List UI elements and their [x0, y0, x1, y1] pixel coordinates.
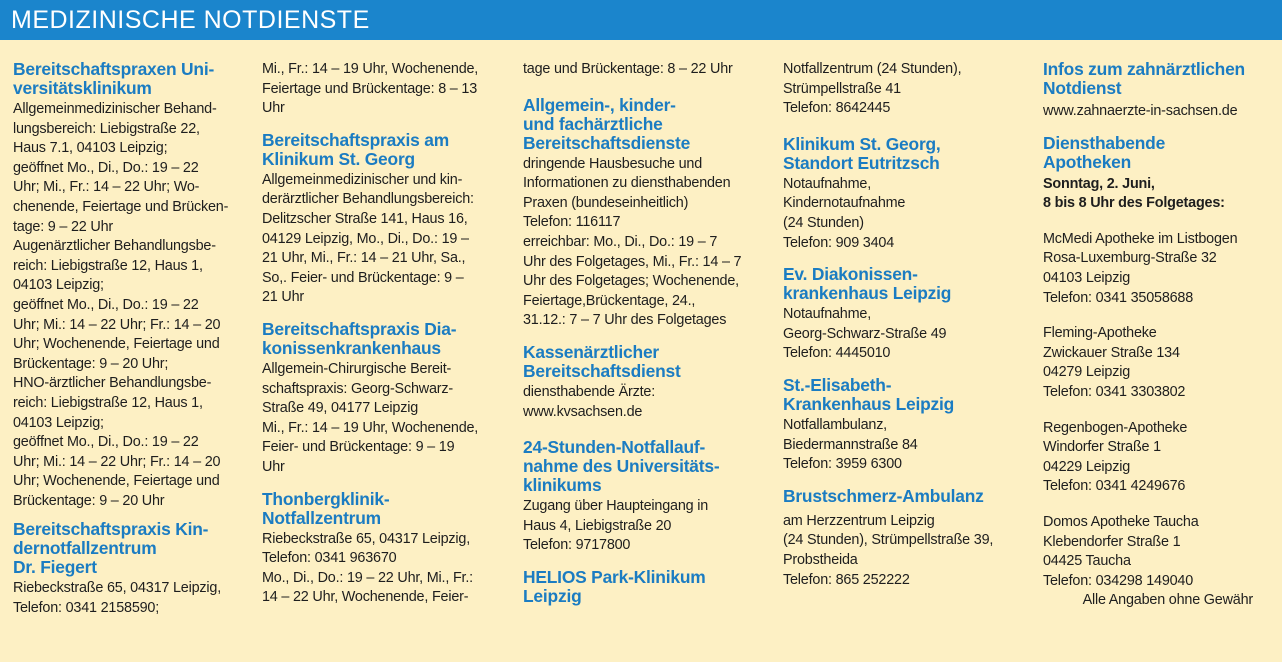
pharmacy-entry: Regenbogen-Apotheke Windorfer Straße 1 04229 Leipzig Telefon: 0341 4249676	[1043, 419, 1188, 495]
section-title-bereitschaftsdienste: Allgemein-, kinder- und fachärztliche Bereitschaftsdienste	[523, 94, 691, 153]
section-title-helios: HELIOS Park-Klinikum Leipzig	[523, 566, 706, 606]
section-title-notfallaufnahme-uni: 24-Stunden-Notfallauf- nahme des Universitäts- klinikums	[523, 437, 720, 496]
section-title-st-elisabeth: St.-Elisabeth- Krankenhaus Leipzig	[783, 374, 955, 414]
section-title-diakonissen-praxis: Bereitschaftspraxis Dia- konissenkrankenhaus	[262, 318, 457, 358]
section-title-brustschmerz: Brustschmerz-Ambulanz	[783, 485, 984, 506]
section-body-kindernotfallzentrum: Riebeckstraße 65, 04317 Leipzig, Telefon: 0341 2158590;	[13, 580, 221, 617]
section-title-zahnaerztlich: Infos zum zahnärztlichen Notdienst	[1043, 59, 1245, 98]
section-body-bereitschaftsdienste: dringende Hausbesuche und Informationen zu diensthabenden Praxen (bundeseinheitlich) Telefon: 116117 erreichbar: Mo., Di., Do.: 19 – 7 Uhr des Folgetages, Mi., Fr.: 14 – 7 Uhr des Folgetages; Wochenende, Feiertage,Brückentage, 24., 31.12.: 7 – 7 Uhr des Folgetages	[523, 155, 742, 329]
section-title-apotheken: Diensthabende Apotheken	[1043, 132, 1166, 172]
section-title-thonbergklinik: Thonbergklinik- Notfallzentrum	[262, 488, 390, 528]
section-body-diakonissenkrankenhaus: Notaufnahme, Georg-Schwarz-Straße 49 Telefon: 4445010	[783, 306, 947, 362]
column-1	[13, 60, 257, 619]
section-title-st-georg-praxis: Bereitschaftspraxis am Klinikum St. Georg	[262, 129, 449, 169]
column-3	[523, 60, 767, 606]
section-body-diakonissen-praxis: Allgemein-Chirurgische Bereit- schaftspraxis: Georg-Schwarz- Straße 49, 04177 Leipzig Mi., Fr.: 14 – 19 Uhr, Wochenende, Feier- und Brückentage: 9 – 19 Uhr	[262, 360, 479, 475]
column-2	[262, 60, 506, 608]
section-body-continued: tage und Brückentage: 8 – 22 Uhr	[523, 61, 733, 77]
column-4	[783, 60, 1027, 590]
section-body-continued: Notfallzentrum (24 Stunden), Strümpellstraße 41 Telefon: 8642445	[783, 61, 962, 117]
section-title-kindernotfallzentrum: Bereitschaftspraxis Kin- dernotfallzentrum Dr. Fiegert	[13, 519, 209, 578]
section-body-zahnaerztlich: www.zahnaerzte-in-sachsen.de	[1043, 103, 1238, 119]
section-body-uniklinikum-praxen: Allgemeinmedizinischer Behand- lungsbereich: Liebigstraße 22, Haus 7.1, 04103 Leipzig; geöffnet Mo., Di., Do.: 19 – 22 Uhr; Mi., Fr.: 14 – 22 Uhr; Wo- chenende, Feiertage und Brücken- tage: 9 – 22 Uhr Augenärztlicher Behandlungsbe- reich: Liebigstraße 12, Haus 1, 04103 Leipzig; geöffnet Mo., Di., Do.: 19 – 22 Uhr; Mi.: 14 – 22 Uhr; Fr.: 14 – 20 Uhr; Wochenende, Feiertage und Brückentage: 9 – 20 Uhr; HNO-ärztlicher Behandlungsbe- reich: Liebigstraße 12, Haus 1, 04103 Leipzig; geöffnet Mo., Di., Do.: 19 – 22 Uhr; Mi.: 14 – 22 Uhr; Fr.: 14 – 20 Uhr; Wochenende, Feiertage und Brückentage: 9 – 20 Uhr	[13, 101, 229, 509]
section-body-brustschmerz: am Herzzentrum Leipzig (24 Stunden), Strümpellstraße 39, Probstheida Telefon: 865 252222	[783, 512, 994, 588]
section-body-continued: Mi., Fr.: 14 – 19 Uhr, Wochenende, Feiertage und Brückentage: 8 – 13 Uhr	[262, 61, 479, 117]
section-body-st-elisabeth: Notfallambulanz, Biedermannstraße 84 Telefon: 3959 6300	[783, 416, 918, 473]
section-body-kassenaerztlich: diensthabende Ärzte: www.kvsachsen.de	[523, 383, 656, 420]
section-body-thonbergklinik: Riebeckstraße 65, 04317 Leipzig, Telefon: 0341 963670 Mo., Di., Do.: 19 – 22 Uhr, Mi., Fr.: 14 – 22 Uhr, Wochenende, Feier-	[262, 530, 473, 606]
page-title: MEDIZINISCHE NOTDIENSTE	[11, 6, 370, 34]
column-5	[1043, 60, 1275, 611]
section-body-st-georg-praxis: Allgemeinmedizinischer und kin- derärztlicher Behandlungsbereich: Delitzscher Straße 141, Haus 16, 04129 Leipzig, Mo., Di., Do.: 19 – 21 Uhr, Mi., Fr.: 14 – 21 Uhr, Sa., So,. Feier- und Brückentage: 9 – 21 Uhr	[262, 171, 474, 306]
section-title-uniklinikum-praxen: Bereitschaftspraxen Uni- versitätsklinikum	[13, 59, 215, 98]
section-body-st-georg-eutritzsch: Notaufnahme, Kindernotaufnahme (24 Stunden) Telefon: 909 3404	[783, 175, 906, 251]
pharmacy-entry: Fleming-Apotheke Zwickauer Straße 134 04279 Leipzig Telefon: 0341 3303802	[1043, 325, 1186, 400]
pharmacy-entry: Domos Apotheke Taucha Klebendorfer Straße 1 04425 Taucha Telefon: 034298 149040	[1043, 513, 1199, 589]
section-title-diakonissenkrankenhaus: Ev. Diakonissen- krankenhaus Leipzig	[783, 264, 952, 304]
pharmacy-entry: McMedi Apotheke im Listbogen Rosa-Luxemburg-Straße 32 04103 Leipzig Telefon: 0341 35058688	[1043, 230, 1238, 306]
apotheken-date: Sonntag, 2. Juni, 8 bis 8 Uhr des Folgetages:	[1043, 175, 1225, 212]
section-title-kassenaerztlich: Kassenärztlicher Bereitschaftsdienst	[523, 341, 681, 381]
section-body-notfallaufnahme-uni: Zugang über Haupteingang in Haus 4, Liebigstraße 20 Telefon: 9717800	[523, 498, 709, 554]
disclaimer: Alle Angaben ohne Gewähr	[1082, 592, 1253, 609]
page-header	[0, 0, 1282, 40]
section-title-st-georg-eutritzsch: Klinikum St. Georg, Standort Eutritzsch	[783, 133, 941, 173]
